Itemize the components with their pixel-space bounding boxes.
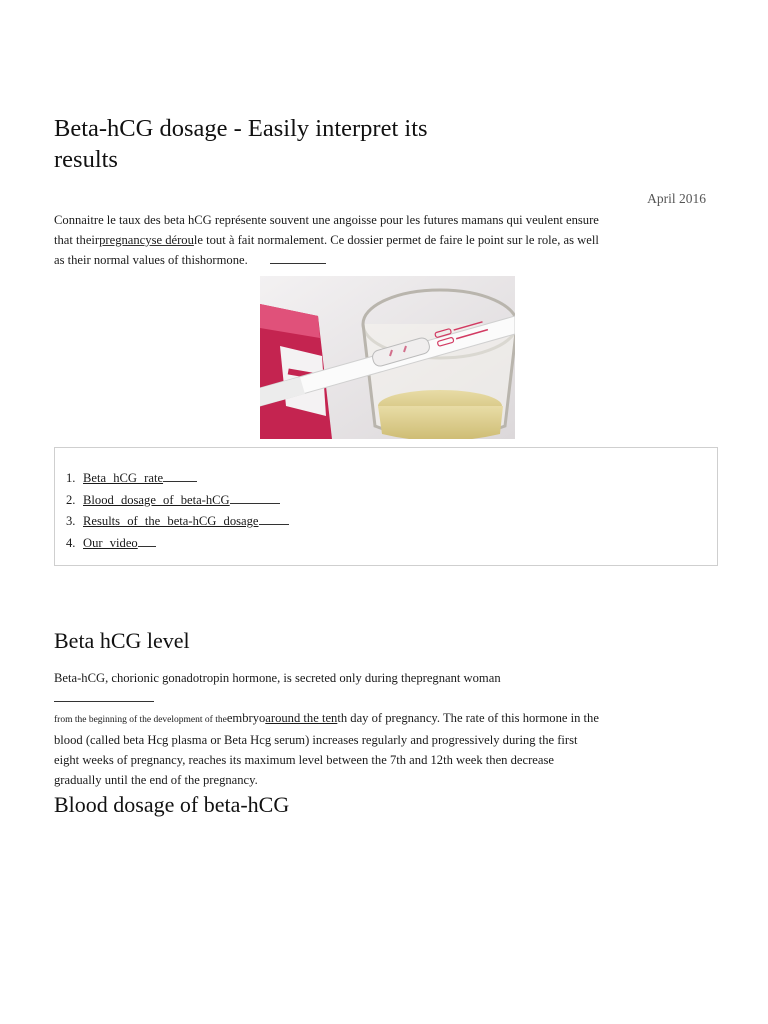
toc-item: 1. Beta hCG rate xyxy=(66,468,289,490)
toc-item: 3. Results of the beta-hCG dosage xyxy=(66,511,289,533)
section-title-beta-hcg-level: Beta hCG level xyxy=(54,628,190,653)
section-title-blood-dosage: Blood dosage of beta-hCG xyxy=(54,792,290,817)
toc-link-blood-dosage[interactable]: Blood dosage of beta-hCG xyxy=(83,492,230,507)
toc-link-results[interactable]: Results of the beta-hCG dosage xyxy=(83,514,259,528)
pregnancy-link[interactable]: pregnancyse dérou xyxy=(99,233,194,247)
intro-text-1: Connaitre le taux des beta hCG représente souvent une angoisse pour les futures mamans qui veulent ensure that their xyxy=(54,213,599,247)
page-title: Beta-hCG dosage - Easily interpret its results xyxy=(54,115,428,173)
blank-link-line[interactable] xyxy=(54,700,154,702)
pregnancy-test-photo xyxy=(260,276,515,439)
beta-hcg-level-paragraph: Beta-hCG, chorionic gonadotropin hormone, is secreted only during thepregnant woman from the beginning of the development of theembryoaround the tenth day of pregnancy. The rate of this hormone in the blood (called beta Hcg plasma or Beta Hcg serum) increases regularly and progressively during the first eight weeks of pregnancy, reaches its maximum level between the 7th and 12th week then decrease gradually until the end of the pregnancy. xyxy=(54,671,599,787)
toc-item: 2. Blood dosage of beta-hCG xyxy=(66,490,289,512)
toc-item: 4. Our video xyxy=(66,533,289,555)
blank-link-line[interactable] xyxy=(270,262,326,264)
intro-text-2: le tout à fait normalement. Ce dossier permet de faire le point sur le role, as well as their normal values of thishormone. xyxy=(54,233,599,267)
publish-date: April 2016 xyxy=(647,191,706,206)
toc-link-our-video[interactable]: Our video xyxy=(83,535,138,550)
toc-link-beta-hcg-rate[interactable]: Beta hCG rate xyxy=(83,471,164,485)
table-of-contents xyxy=(54,447,718,566)
intro-paragraph xyxy=(54,210,599,270)
around-the-tenth-link[interactable]: around the ten xyxy=(265,711,338,725)
